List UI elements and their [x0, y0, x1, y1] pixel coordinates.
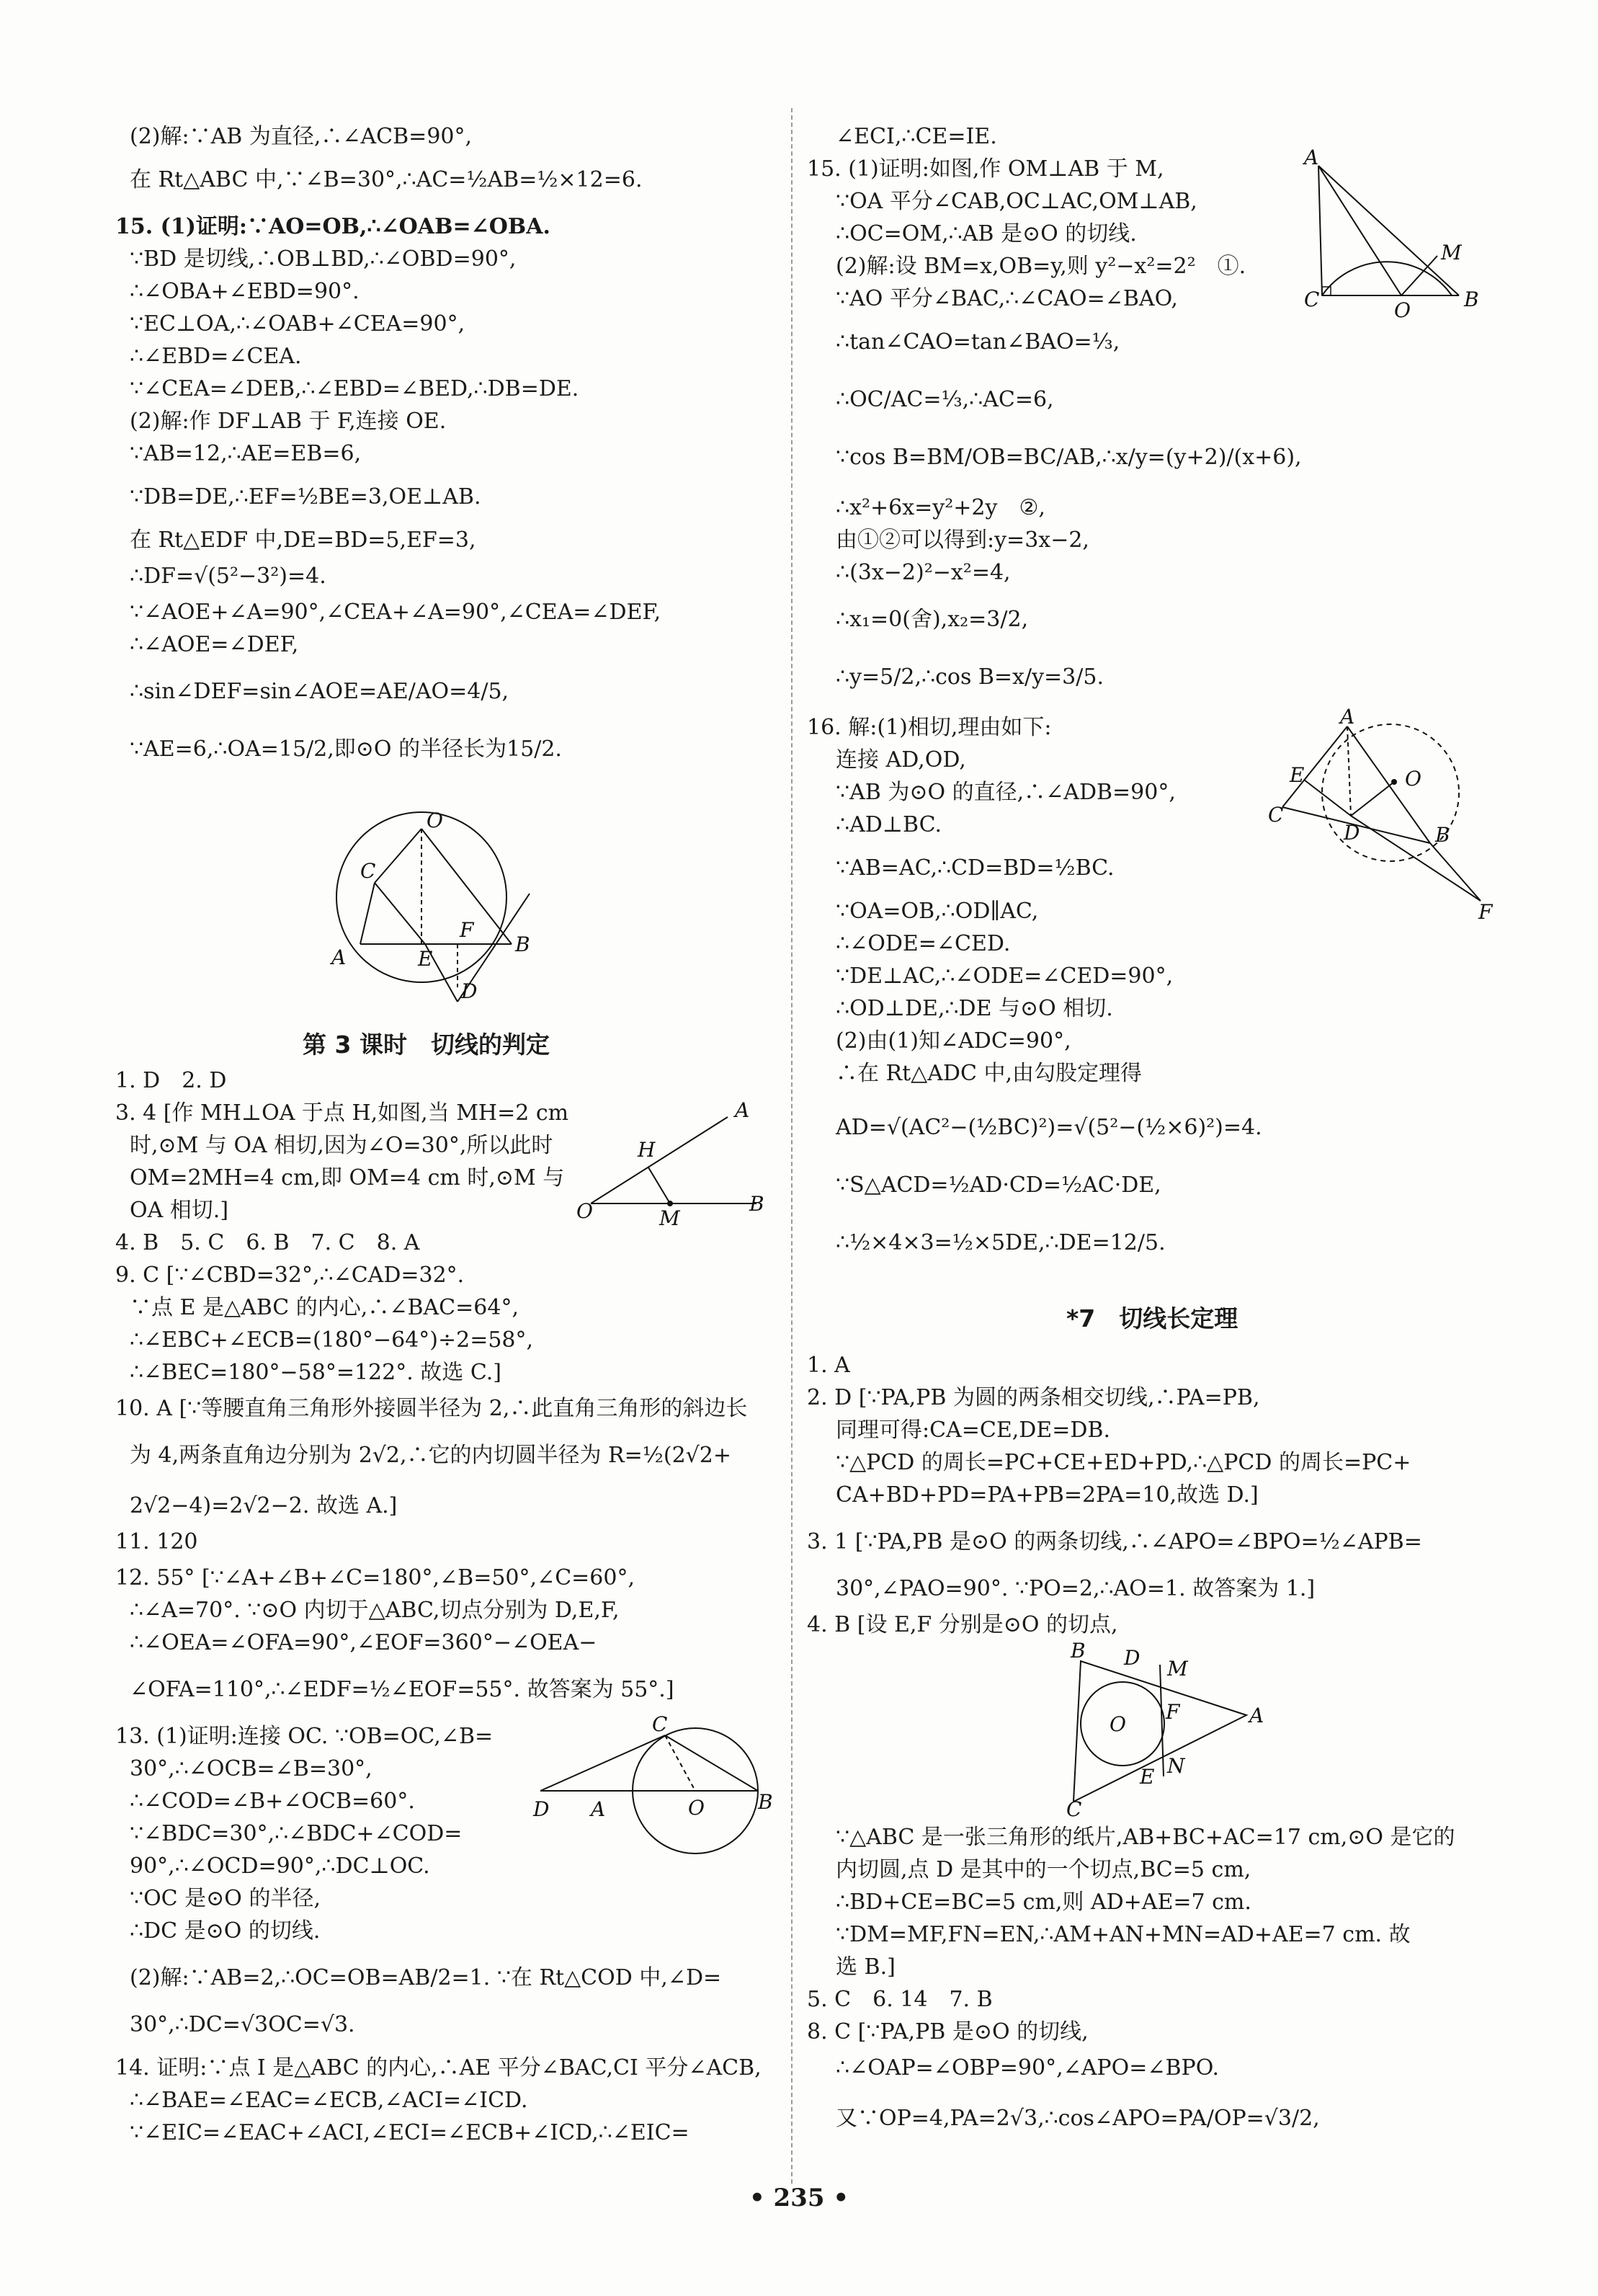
fig-label: O	[1405, 767, 1421, 791]
text-line: ∵∠BDC=30°,∴∠BDC+∠COD=	[130, 1821, 463, 1846]
fig-label: D	[533, 1797, 550, 1821]
text-line: 30°,∠PAO=90°. ∵PO=2,∴AO=1. 故答案为 1.]	[836, 1576, 1316, 1601]
text-line: ∴∠BEC=180°−58°=122°. 故选 C.]	[130, 1360, 501, 1385]
fig-label: F	[460, 918, 474, 942]
text-line: ∴OC=OM,∴AB 是⊙O 的切线.	[836, 221, 1137, 246]
text-line: ∴½×4×3=½×5DE,∴DE=12/5.	[836, 1230, 1166, 1255]
text-line: 2. D [∵PA,PB 为圆的两条相交切线,∴PA=PB,	[807, 1385, 1260, 1410]
text-line: 又∵OP=4,PA=2√3,∴cos∠APO=PA/OP=√3/2,	[836, 2106, 1320, 2131]
text-line: 4. B 5. C 6. B 7. C 8. A	[115, 1230, 420, 1255]
text-line: ∵AB=12,∴AE=EB=6,	[130, 441, 362, 466]
text-line: ∵BD 是切线,∴OB⊥BD,∴∠OBD=90°,	[130, 246, 517, 272]
text-line: 4. B [设 E,F 分别是⊙O 的切点,	[807, 1612, 1118, 1637]
fig-label: A	[1340, 705, 1355, 729]
text-line: 5. C 6. 14 7. B	[807, 1987, 993, 2012]
text-line: 选 B.]	[836, 1954, 896, 1980]
text-line: (2)解:作 DF⊥AB 于 F,连接 OE.	[130, 409, 447, 434]
text-line: ∴∠OEA=∠OFA=90°,∠EOF=360°−∠OEA−	[130, 1630, 597, 1655]
text-line: (2)解:设 BM=x,OB=y,则 y²−x²=2² ①.	[836, 254, 1246, 279]
text-line: 在 Rt△ABC 中,∵∠B=30°,∴AC=½AB=½×12=6.	[130, 167, 643, 192]
text-line: 3. 4 [作 MH⊥OA 于点 H,如图,当 MH=2 cm	[115, 1100, 569, 1126]
fig-label: F	[1166, 1700, 1180, 1724]
text-line: ∵AB=AC,∴CD=BD=½BC.	[836, 855, 1115, 881]
text-line: ∵EC⊥OA,∴∠OAB+∠CEA=90°,	[130, 311, 465, 337]
text-line: ∠ECI,∴CE=IE.	[836, 124, 997, 149]
fig-label: C	[1066, 1797, 1082, 1821]
text-line: (2)解:∵AB 为直径,∴∠ACB=90°,	[130, 124, 473, 149]
text-line: 3. 1 [∵PA,PB 是⊙O 的两条切线,∴∠APO=∠BPO=½∠APB=	[807, 1529, 1422, 1554]
fig-label: C	[1268, 803, 1284, 827]
text-line: ∴在 Rt△ADC 中,由勾股定理得	[836, 1061, 1142, 1086]
text-line: ∴∠EBC+∠ECB=(180°−64°)÷2=58°,	[130, 1327, 534, 1353]
text-line: ∴sin∠DEF=sin∠AOE=AE/AO=4/5,	[130, 679, 509, 704]
text-line: (2)解:∵AB=2,∴OC=OB=AB/2=1. ∵在 Rt△COD 中,∠D=	[130, 1965, 722, 1990]
text-line: ∴∠OAP=∠OBP=90°,∠APO=∠BPO.	[836, 2055, 1220, 2081]
text-line: ∵DM=MF,FN=EN,∴AM+AN+MN=AD+AE=7 cm. 故	[836, 1922, 1411, 1947]
text-line: 14. 证明:∵点 I 是△ABC 的内心,∴AE 平分∠BAC,CI 平分∠ACB,	[115, 2055, 762, 2081]
fig-label: O	[688, 1796, 705, 1820]
text-line: ∴x₁=0(舍),x₂=3/2,	[836, 607, 1029, 632]
text-line: ∴tan∠CAO=tan∠BAO=⅓,	[836, 329, 1120, 355]
fig-label: A	[331, 945, 347, 969]
text-line: ∵AE=6,∴OA=15/2,即⊙O 的半径长为15/2.	[130, 737, 562, 762]
text-line: ∴∠COD=∠B+∠OCB=60°.	[130, 1789, 415, 1814]
fig-label: A	[1249, 1704, 1264, 1727]
fig-label: M	[659, 1206, 680, 1230]
fig-label: O	[576, 1199, 593, 1223]
fig-label: O	[427, 809, 443, 832]
text-line: ∴x²+6x=y²+2y ②,	[836, 495, 1045, 520]
text-line: ∴OC/AC=⅓,∴AC=6,	[836, 387, 1054, 412]
text-line: AD=√(AC²−(½BC)²)=√(5²−(½×6)²)=4.	[836, 1115, 1262, 1140]
text-line: 90°,∴∠OCD=90°,∴DC⊥OC.	[130, 1854, 430, 1879]
fig-label: B	[749, 1192, 764, 1216]
figure-semicircle	[1304, 146, 1491, 324]
fig-label: B	[1071, 1639, 1086, 1663]
text-line: ∵∠CEA=∠DEB,∴∠EBD=∠BED,∴DB=DE.	[130, 376, 579, 401]
text-line: 时,⊙M 与 OA 相切,因为∠O=30°,所以此时	[130, 1133, 553, 1158]
text-line: 8. C [∵PA,PB 是⊙O 的切线,	[807, 2019, 1089, 2044]
figure-secant	[533, 1712, 773, 1845]
text-line: ∴OD⊥DE,∴DE 与⊙O 相切.	[836, 996, 1113, 1021]
fig-label: O	[1394, 298, 1411, 322]
text-line: ∵OC 是⊙O 的半径,	[130, 1886, 321, 1911]
text-line: ∴∠A=70°. ∵⊙O 内切于△ABC,切点分别为 D,E,F,	[130, 1598, 620, 1623]
figure-dashed-circle	[1268, 705, 1493, 924]
text-line: 1. A	[807, 1353, 850, 1378]
text-line: 9. C [∵∠CBD=32°,∴∠CAD=32°.	[115, 1263, 465, 1288]
fig-label: N	[1167, 1754, 1185, 1778]
section-title: 第 3 课时 切线的判定	[303, 1031, 550, 1059]
fig-label: D	[461, 979, 478, 1003]
fig-label: M	[1441, 241, 1462, 264]
fig-label: B	[515, 933, 530, 956]
text-line: ∵AB 为⊙O 的直径,∴∠ADB=90°,	[836, 780, 1176, 805]
text-line: 10. A [∵等腰直角三角形外接圆半径为 2,∴此直角三角形的斜边长	[115, 1396, 748, 1421]
text-line: 13. (1)证明:连接 OC. ∵OB=OC,∠B=	[115, 1724, 494, 1749]
text-line: ∴DC 是⊙O 的切线.	[130, 1918, 321, 1944]
fig-label: B	[1435, 823, 1450, 847]
text-line: 16. 解:(1)相切,理由如下:	[807, 715, 1052, 740]
text-line: ∴∠ODE=∠CED.	[836, 931, 1011, 956]
fig-label: D	[1124, 1646, 1141, 1670]
figure-circle-tangent	[331, 809, 540, 1003]
text-line: ∵cos B=BM/OB=BC/AB,∴x/y=(y+2)/(x+6),	[836, 445, 1302, 470]
text-line: 连接 AD,OD,	[836, 747, 966, 773]
text-line: ∴∠OBA+∠EBD=90°.	[130, 279, 360, 304]
fig-label: A	[735, 1098, 750, 1122]
text-line: ∵S△ACD=½AD·CD=½AC·DE,	[836, 1173, 1161, 1198]
fig-label: E	[1140, 1765, 1155, 1789]
fig-label: A	[591, 1797, 606, 1821]
text-line: 11. 120	[115, 1529, 198, 1554]
fig-label: D	[1344, 821, 1360, 845]
text-line: 1. D 2. D	[115, 1068, 227, 1093]
fig-label: B	[1464, 288, 1479, 311]
text-line: ∴y=5/2,∴cos B=x/y=3/5.	[836, 664, 1104, 690]
text-line: 内切圆,点 D 是其中的一个切点,BC=5 cm,	[836, 1857, 1251, 1882]
text-line: 同理可得:CA=CE,DE=DB.	[836, 1418, 1110, 1443]
text-line: ∴∠EBD=∠CEA.	[130, 344, 302, 369]
text-line: 2√2−4)=2√2−2. 故选 A.]	[130, 1493, 398, 1518]
text-line: ∴∠BAE=∠EAC=∠ECB,∠ACI=∠ICD.	[130, 2088, 528, 2113]
figure-incircle	[1045, 1639, 1264, 1821]
fig-label: C	[652, 1712, 668, 1736]
text-line: ∵△ABC 是一张三角形的纸片,AB+BC+AC=17 cm,⊙O 是它的	[836, 1825, 1455, 1850]
text-line: 15. (1)证明:如图,作 OM⊥AB 于 M,	[807, 156, 1164, 182]
fig-label: M	[1167, 1657, 1188, 1681]
text-line: 12. 55° [∵∠A+∠B+∠C=180°,∠B=50°,∠C=60°,	[115, 1565, 635, 1590]
text-line: ∵DE⊥AC,∴∠ODE=∠CED=90°,	[836, 964, 1174, 989]
fig-label: F	[1478, 900, 1493, 924]
text-line: 30°,∴∠OCB=∠B=30°,	[130, 1756, 372, 1781]
figure-angle-om	[576, 1098, 764, 1230]
text-line: ∵AO 平分∠BAC,∴∠CAO=∠BAO,	[836, 286, 1178, 311]
text-line: CA+BD+PD=PA+PB=2PA=10,故选 D.]	[836, 1482, 1259, 1508]
fig-label: A	[1304, 146, 1319, 169]
text-line: 30°,∴DC=√3OC=√3.	[130, 2012, 355, 2037]
text-line: ∴AD⊥BC.	[836, 812, 942, 837]
text-line: 15. (1)证明:∵AO=OB,∴∠OAB=∠OBA.	[115, 214, 550, 239]
page-number: • 235 •	[749, 2184, 849, 2212]
fig-label: B	[758, 1790, 773, 1814]
text-line: ∴(3x−2)²−x²=4,	[836, 560, 1011, 585]
text-line: ∵∠EIC=∠EAC+∠ACI,∠ECI=∠ECB+∠ICD,∴∠EIC=	[130, 2120, 689, 2145]
section-title: *7 切线长定理	[1066, 1304, 1238, 1332]
text-line: ∵∠AOE+∠A=90°,∠CEA+∠A=90°,∠CEA=∠DEF,	[130, 600, 661, 625]
text-line: 为 4,两条直角边分别为 2√2,∴它的内切圆半径为 R=½(2√2+	[130, 1443, 731, 1468]
fig-label: C	[1304, 288, 1320, 311]
text-line: ∵OA 平分∠CAB,OC⊥AC,OM⊥AB,	[836, 189, 1197, 214]
text-line: ∵OA=OB,∴OD∥AC,	[836, 899, 1039, 924]
text-line: ∴BD+CE=BC=5 cm,则 AD+AE=7 cm.	[836, 1890, 1251, 1915]
text-line: OA 相切.]	[130, 1198, 229, 1223]
fig-label: E	[1290, 763, 1305, 787]
text-line: ∴DF=√(5²−3²)=4.	[130, 564, 326, 589]
fig-label: C	[360, 859, 376, 883]
column-divider	[791, 108, 793, 2184]
text-line: 由①②可以得到:y=3x−2,	[836, 528, 1089, 553]
text-line: (2)由(1)知∠ADC=90°,	[836, 1028, 1071, 1054]
text-line: ∵DB=DE,∴EF=½BE=3,OE⊥AB.	[130, 484, 481, 510]
text-line: OM=2MH=4 cm,即 OM=4 cm 时,⊙M 与	[130, 1165, 565, 1191]
text-line: ∵点 E 是△ABC 的内心,∴∠BAC=64°,	[130, 1295, 519, 1320]
text-line: 在 Rt△EDF 中,DE=BD=5,EF=3,	[130, 528, 476, 553]
fig-label: H	[638, 1138, 656, 1162]
fig-label: E	[418, 947, 433, 971]
text-line: ∠OFA=110°,∴∠EDF=½∠EOF=55°. 故答案为 55°.]	[130, 1677, 674, 1702]
text-line: ∴∠AOE=∠DEF,	[130, 632, 299, 657]
fig-label: O	[1110, 1712, 1126, 1736]
text-line: ∵△PCD 的周长=PC+CE+ED+PD,∴△PCD 的周长=PC+	[836, 1450, 1411, 1475]
